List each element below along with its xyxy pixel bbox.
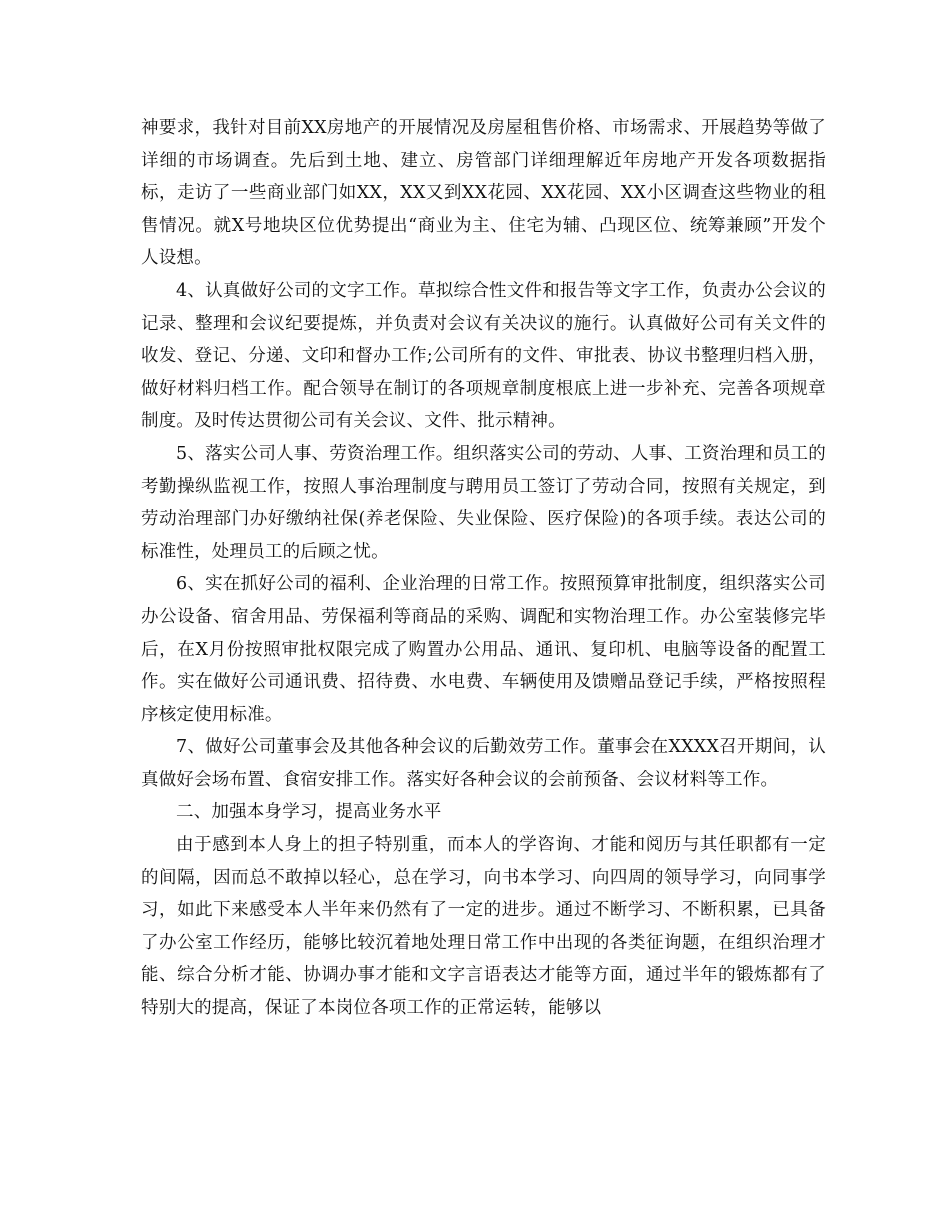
paragraph-study: 由于感到本人身上的担子特别重，而本人的学咨询、才能和阅历与其任职都有一定的间隔，因而总不敢掉以轻心，总在学习，向书本学习、向四周的领导学习，向同事学习，如此下来感受本人半年来仍然有了一定的进步。通过不断学习、不断积累，已具备了办公室工作经历，能够比较沉着地处理日常工作中出现的各类征询题，在组织治理才能、综合分析才能、协调办事才能和文字言语表达才能等方面，通过半年的锻炼都有了特别大的提高，保证了本岗位各项工作的正常运转，能够以 (141, 835, 826, 1019)
paragraph-item-4: 4、认真做好公司的文字工作。草拟综合性文件和报告等文字工作，负责办公会议的记录、整理和会议纪要提炼，并负责对会议有关决议的施行。认真做好公司有关文件的收发、登记、分递、文印和督办工作;公司所有的文件、审批表、协议书整理归档入册，做好材料归档工作。配合领导在制订的各项规章制度根底上进一步补充、完善各项规章制度。及时传达贯彻公司有关会议、文件、批示精神。 (141, 280, 826, 432)
paragraph-item-7: 7、做好公司董事会及其他各种会议的后勤效劳工作。董事会在XXXX召开期间，认真做好会场布置、食宿安排工作。落实好各种会议的会前预备、会议材料等工作。 (141, 737, 826, 790)
section-heading: 二、加强本身学习，提高业务水平 (176, 802, 442, 823)
paragraph-item-6: 6、实在抓好公司的福利、企业治理的日常工作。按照预算审批制度，组织落实公司办公设备、宿舍用品、劳保福利等商品的采购、调配和实物治理工作。办公室装修完毕后，在X月份按照审批权限完成了购置办公用品、通讯、复印机、电脑等设备的配置工作。实在做好公司通讯费、招待费、水电费、车辆使用及馈赠品登记手续，严格按照程序核定使用标准。 (141, 574, 826, 725)
paragraph-continuation: 神要求，我针对目前XX房地产的开展情况及房屋租售价格、市场需求、开展趋势等做了详细的市场调查。先后到土地、建立、房管部门详细理解近年房地产开发各项数据指标，走访了一些商业部门如XX，XX又到XX花园、XX花园、XX小区调查这些物业的租售情况。就X号地块区位优势提出“商业为主、住宅为辅、凸现区位、统筹兼顾”开发个人设想。 (141, 118, 826, 269)
paragraph-item-5: 5、落实公司人事、劳资治理工作。组织落实公司的劳动、人事、工资治理和员工的考勤操纵监视工作，按照人事治理制度与聘用员工签订了劳动合同，按照有关规定，到劳动治理部门办好缴纳社保(养老保险、失业保险、医疗保险)的各项手续。表达公司的标准性，处理员工的后顾之忧。 (141, 443, 826, 562)
document-body (141, 112, 826, 1025)
